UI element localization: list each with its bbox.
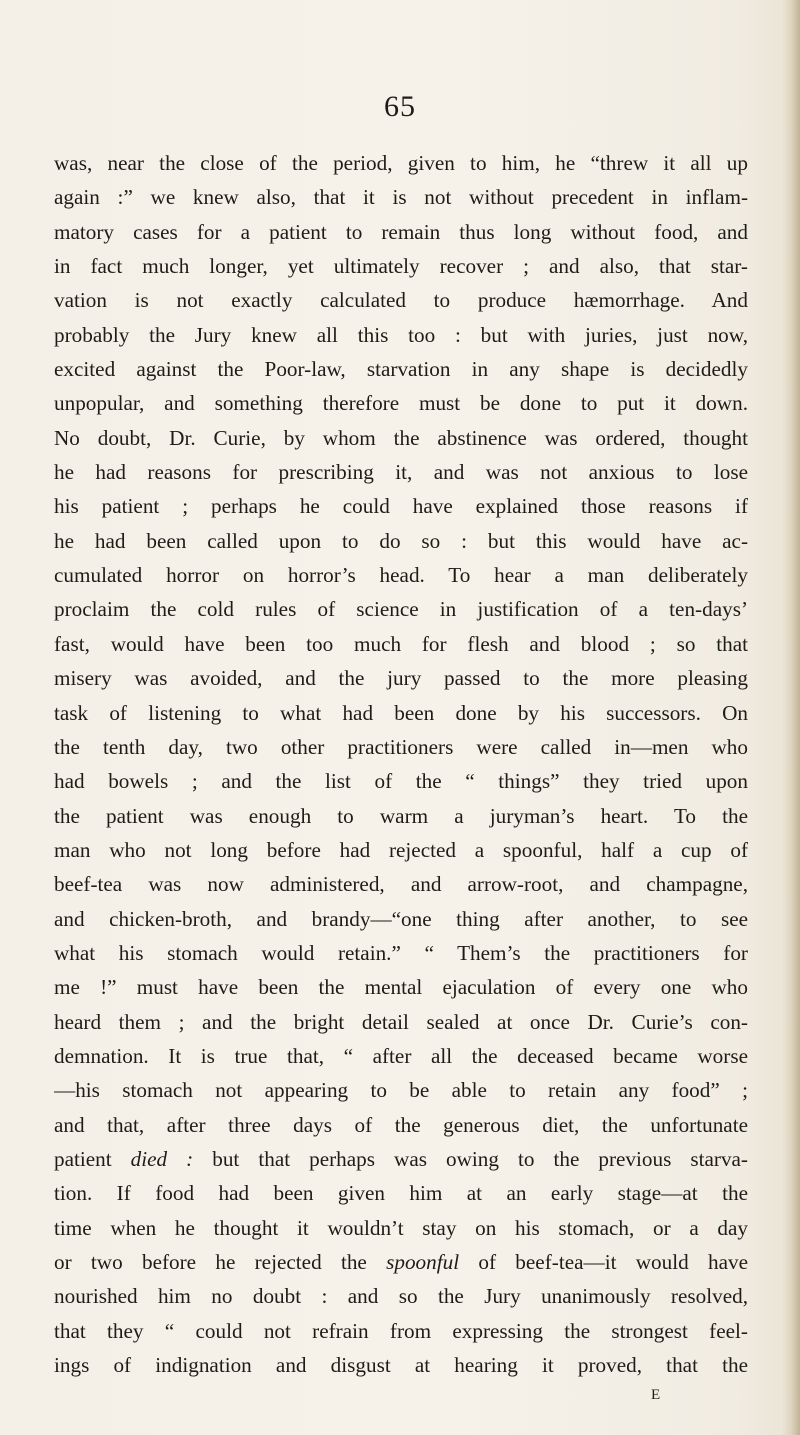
text-line-content: probably the Jury knew all this too : but with juries, just now, [54,322,748,347]
text-line-content: or two before he rejected the [54,1250,387,1274]
text-line-content: man who not long before had rejected a spoonful, half a cup of [54,837,748,862]
text-line [54,1176,748,1210]
text-line-content: again :” we knew also, that it is not without precedent in inflam- [54,185,748,210]
page-number: 65 [384,90,416,123]
text-line [54,215,748,249]
text-line [54,386,748,420]
text-line-content: patient [54,1146,131,1171]
text-line [54,1245,748,1279]
text-line-content: heard them ; and the bright detail sealed at once Dr. Curie’s con- [54,1009,748,1034]
text-line [54,867,748,901]
text-line [54,489,748,523]
text-line-content: task of listening to what had been done by his successors. On [54,700,748,725]
text-line [54,352,748,386]
signature-mark: E [651,1387,662,1403]
text-line [54,592,748,626]
text-line [54,1005,748,1039]
text-line-content: matory cases for a patient to remain thus long without food, and [54,219,748,244]
text-line [54,764,748,798]
text-line-content: but that perhaps was owing to the previous starva- [193,1146,748,1171]
body-text [54,146,748,1382]
text-line [54,1314,748,1348]
text-line-content: had bowels ; and the list of the “ things” they tried upon [54,769,748,794]
text-line-content: misery was avoided, and the jury passed to the more pleasing [54,666,748,691]
text-line-content: me !” must have been the mental ejaculation of every one who [54,975,748,1000]
text-line [54,627,748,661]
text-line-content: proclaim the cold rules of science in justification of a ten-days’ [54,597,748,622]
text-line-content: —his stomach not appearing to be able to retain any food” ; [54,1078,748,1103]
page-edge-shadow [782,0,800,1435]
text-line-content: vation is not exactly calculated to produce hæmorrhage. And [54,288,748,313]
text-line-content: beef-tea was now administered, and arrow-root, and champagne, [54,872,748,897]
text-line [54,661,748,695]
text-line [54,455,748,489]
text-line-content: time when he thought it wouldn’t stay on his stomach, or a day [54,1215,748,1240]
text-line-content: nourished him no doubt : and so the Jury unanimously resolved, [54,1284,748,1309]
text-line-content: ings of indignation and disgust at hearing it proved, that the [54,1353,748,1378]
text-line [54,833,748,867]
text-line-content: what his stomach would retain.” “ Them’s the practitioners for [54,940,748,965]
text-line-content: in fact much longer, yet ultimately recover ; and also, that star- [54,254,748,279]
text-line [54,936,748,970]
text-line-content: unpopular, and something therefore must be done to put it down. [54,391,748,416]
text-line-content: fast, would have been too much for flesh and blood ; so that [54,631,748,656]
text-line [54,249,748,283]
text-line-content: cumulated horror on horror’s head. To hear a man deliberately [54,563,748,588]
text-line [54,1039,748,1073]
text-line-content: tion. If food had been given him at an early stage—at the [54,1181,748,1206]
text-line-content: and chicken-broth, and brandy—“one thing after another, to see [54,906,748,931]
text-line [54,318,748,352]
text-line [54,970,748,1004]
text-line-content: he had been called upon to do so : but this would have ac- [54,528,748,553]
text-line-content: his patient ; perhaps he could have explained those reasons if [54,494,748,519]
text-line-content: was, near the close of the period, given to him, he “threw it all up [54,151,748,175]
text-line-content: he had reasons for prescribing it, and was not anxious to lose [54,460,748,485]
text-line [54,283,748,317]
text-line [54,1142,748,1176]
text-line [54,558,748,592]
text-line [54,696,748,730]
text-line-content: the patient was enough to warm a juryman’s heart. To the [54,803,748,828]
text-line [54,730,748,764]
text-line [54,1073,748,1107]
text-line-content: No doubt, Dr. Curie, by whom the abstinence was ordered, thought [54,425,748,450]
text-line [54,146,748,180]
text-line [54,1108,748,1142]
text-line [54,524,748,558]
italic-emphasis: died : [130,1146,194,1171]
text-line [54,1279,748,1313]
text-line-content: of beef-tea—it would have [459,1250,748,1274]
text-line-content: that they “ could not refrain from expressing the strongest feel- [54,1318,748,1343]
text-line [54,1348,748,1382]
text-line-content: demnation. It is true that, “ after all the deceased became worse [54,1043,748,1068]
text-line [54,799,748,833]
text-line-content: and that, after three days of the generous diet, the unfortunate [54,1112,748,1137]
italic-emphasis: spoonful [386,1250,460,1274]
text-line [54,180,748,214]
text-line [54,421,748,455]
text-line [54,1211,748,1245]
text-line-content: excited against the Poor-law, starvation in any shape is decidedly [54,357,748,382]
text-line-content: the tenth day, two other practitioners were called in—men who [54,734,748,759]
text-line [54,902,748,936]
